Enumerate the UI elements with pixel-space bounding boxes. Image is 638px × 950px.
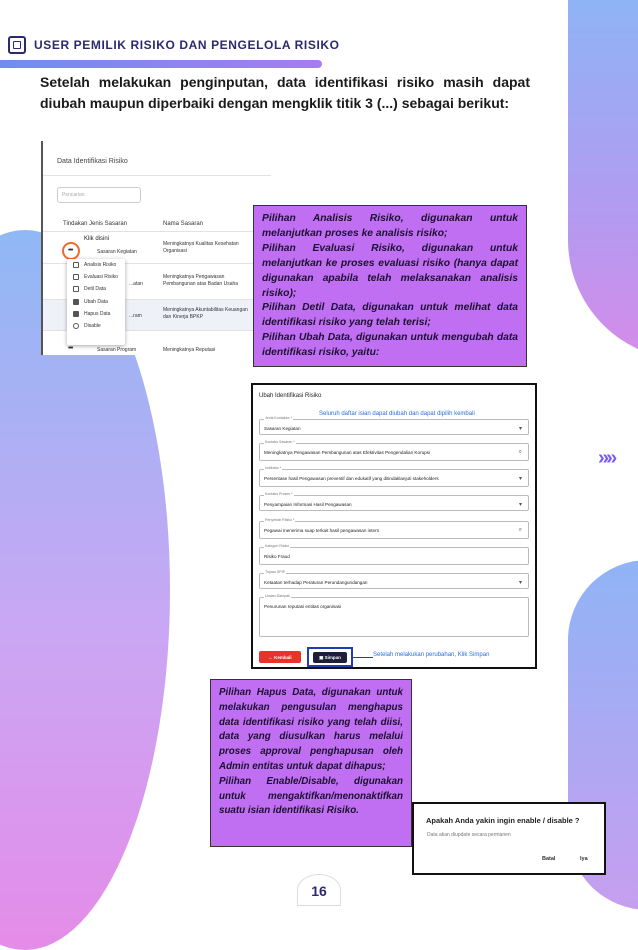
field-value: Meningkatnya Pengawasan Pembangunan atas Efektivitas Pengendalian Korupsi xyxy=(264,450,430,455)
confirm-button[interactable]: Iya xyxy=(580,856,588,862)
options-menu xyxy=(67,259,125,345)
form-field-indikator[interactable] xyxy=(259,466,529,487)
edit-note: Seluruh daftar isian dapat diubah dan dapat dipilih kembali xyxy=(319,411,475,417)
callout-hapus-enable xyxy=(210,679,412,847)
callout-paragraph: Pilihan Hapus Data, digunakan untuk melakukan pengusulan menghapus data identifikasi risiko yang telah diisi, data yang diusulkan harus melalui proses approval penghapusan oleh Admin entitas untuk dapat dihapus; xyxy=(219,687,403,772)
divider xyxy=(43,175,271,176)
dropdown-arrow-icon: ▾ xyxy=(518,502,522,508)
field-value: Sasaran Kegiatan xyxy=(264,426,301,431)
table-cell-nama: Meningkatnya Reputasi xyxy=(163,347,216,353)
table-cell-jenis: Sasaran Kegiatan xyxy=(97,249,137,255)
menu-item-evaluasi-risiko[interactable] xyxy=(67,271,125,283)
column-header-nama-sasaran: Nama Sasaran xyxy=(163,221,204,227)
field-value: Pegawai menerima suap terkait hasil pengawasan intern xyxy=(264,528,380,533)
menu-item-label: Detil Data xyxy=(84,286,106,293)
klik-disini-label: Klik disini xyxy=(84,236,110,242)
field-label: Kategori Risiko xyxy=(265,544,290,548)
form-field-uraian-dampak[interactable] xyxy=(259,594,529,637)
field-label: Tujuan SPIP xyxy=(265,570,286,574)
callout-paragraph: Pilihan Detil Data, digunakan untuk melihat data identifikasi risiko yang telah terisi; xyxy=(262,302,518,329)
search-icon: ⌕ xyxy=(518,527,522,533)
dropdown-arrow-icon: ▾ xyxy=(518,580,522,586)
highlight-circle xyxy=(62,242,80,260)
form-field-kontaks-proses[interactable] xyxy=(259,492,529,511)
menu-item-label: Ubah Data xyxy=(84,298,108,305)
intro-paragraph: Setelah melakukan penginputan, data identifikasi risiko masih dapat diubah maupun diperbaiki dengan mengklik titik 3 (...) sebagai berikut: xyxy=(40,74,530,111)
field-value: Persentase hasil Pengawasan preventif dan edukatif yang ditindaklanjuti stakeholders xyxy=(264,476,439,481)
menu-item-disable[interactable] xyxy=(67,320,125,332)
field-label: Kontaks Proses * xyxy=(265,492,293,496)
menu-item-detil-data[interactable] xyxy=(67,283,125,295)
table-cell-nama: Meningkatnya Kualitas Kesehatan Organisasi xyxy=(163,241,239,254)
callout-paragraph: Pilihan Evaluasi Risiko, digunakan untuk melanjutkan ke proses evaluasi risiko (hanya dapat digunakan apabila telah melaksanakan analisis risiko); xyxy=(262,242,518,299)
field-label: Penyebab Risiko * xyxy=(265,518,295,522)
field-label: Uraian Dampak xyxy=(265,594,290,598)
chart-icon xyxy=(73,262,79,268)
search-icon: ⌕ xyxy=(518,449,522,455)
field-label: Kontaks Sasaran * xyxy=(265,440,295,444)
screenshot-title: Data Identifikasi Risiko xyxy=(57,158,128,165)
dropdown-arrow-icon: ▾ xyxy=(518,476,522,482)
decorative-gradient-right xyxy=(568,0,638,360)
field-label: Indikator * xyxy=(265,466,282,470)
table-cell-nama: Meningkatnya Akuntabilitas Keuangan dan Kinerja BPKP xyxy=(163,307,248,320)
dialog-subtitle: Data akan diupdate secara permanen xyxy=(427,832,511,838)
page-number: 16 xyxy=(297,874,341,906)
form-field-jenis-kontaktor[interactable] xyxy=(259,416,529,435)
menu-item-label: Hapus Data xyxy=(84,310,111,317)
search-input[interactable]: Pencarian xyxy=(57,187,141,203)
callout-menu-options xyxy=(253,205,527,367)
table-cell-jenis: ...atan xyxy=(129,281,143,287)
save-icon: ▣ xyxy=(319,654,325,660)
field-value: Penurunan reputasi entitas organisasi xyxy=(264,604,342,609)
back-button[interactable] xyxy=(259,651,301,663)
table-cell-jenis: Sasaran Program xyxy=(97,347,137,353)
cancel-button[interactable]: Batal xyxy=(542,856,556,862)
save-button-label: Simpan xyxy=(324,655,341,660)
header-title: USER PEMILIK RISIKO DAN PENGELOLA RISIKO xyxy=(34,38,340,52)
more-options-icon[interactable]: ••• xyxy=(68,247,73,254)
clipboard-icon xyxy=(73,274,79,280)
menu-item-ubah-data[interactable] xyxy=(67,296,125,308)
field-label: Jenis Kontaktor * xyxy=(265,416,293,420)
annotation-line xyxy=(351,657,373,658)
screenshot-confirm-dialog xyxy=(412,802,606,875)
column-header-tindakan: Tindakan xyxy=(63,221,88,227)
dropdown-arrow-icon: ▾ xyxy=(518,426,522,432)
field-value: Ketaatan terhadap Peraturan Perundangundangan xyxy=(264,580,368,585)
screenshot-ubah-identifikasi-risiko xyxy=(251,383,537,669)
back-button-label: Kembali xyxy=(274,654,292,660)
form-field-kategori-risiko[interactable] xyxy=(259,544,529,565)
save-button[interactable] xyxy=(313,652,347,663)
save-button-highlight xyxy=(307,647,353,667)
page-header xyxy=(8,34,340,56)
back-arrow-icon: ← xyxy=(268,654,275,660)
trash-icon xyxy=(73,311,79,317)
menu-item-label: Evaluasi Risiko xyxy=(84,274,118,281)
field-value: Penyampaian Informasi Hasil Pengawasan xyxy=(264,502,352,507)
callout-paragraph: Pilihan Analisis Risiko, digunakan untuk melanjutkan proses ke analisis risiko; xyxy=(262,213,518,239)
square-icon xyxy=(8,36,26,54)
menu-item-analisis-risiko[interactable] xyxy=(67,259,125,271)
menu-item-label: Disable xyxy=(84,323,101,330)
field-value: Risiko Fraud xyxy=(264,554,290,559)
document-icon xyxy=(73,286,79,292)
form-field-penyebab-risiko[interactable] xyxy=(259,518,529,539)
dialog-title: Apakah Anda yakin ingin enable / disable ? xyxy=(426,816,580,825)
screenshot-title: Ubah Identifikasi Risiko xyxy=(259,393,322,399)
table-cell-nama: Meningkatnya Pengawasan Pembangunan atas Badan Usaha xyxy=(163,274,239,287)
menu-item-hapus-data[interactable] xyxy=(67,308,125,320)
pencil-icon xyxy=(73,299,79,305)
more-options-icon[interactable]: ••• xyxy=(68,345,73,352)
circle-icon xyxy=(73,323,79,329)
callout-paragraph: Pilihan Ubah Data, digunakan untuk mengubah data identifikasi risiko, yaitu: xyxy=(262,332,518,359)
callout-paragraph: Pilihan Enable/Disable, digunakan untuk mengaktifkan/menonaktifkan suatu isian identifikasi Risiko. xyxy=(219,775,403,817)
divider xyxy=(43,231,271,232)
column-header-jenis-sasaran: Jenis Sasaran xyxy=(89,221,128,227)
form-field-tujuan-spip[interactable] xyxy=(259,570,529,589)
form-field-kontaks-sasaran[interactable] xyxy=(259,440,529,461)
screenshot-data-identifikasi-risiko xyxy=(41,141,271,355)
header-underline-bar xyxy=(0,60,322,68)
menu-item-label: Analisis Risiko xyxy=(84,262,117,269)
chevron-right-icon: »» xyxy=(598,447,615,469)
table-cell-jenis: ...ram xyxy=(129,313,142,319)
save-note: Setelah melakukan perubahan, Klik Simpan xyxy=(373,652,490,658)
